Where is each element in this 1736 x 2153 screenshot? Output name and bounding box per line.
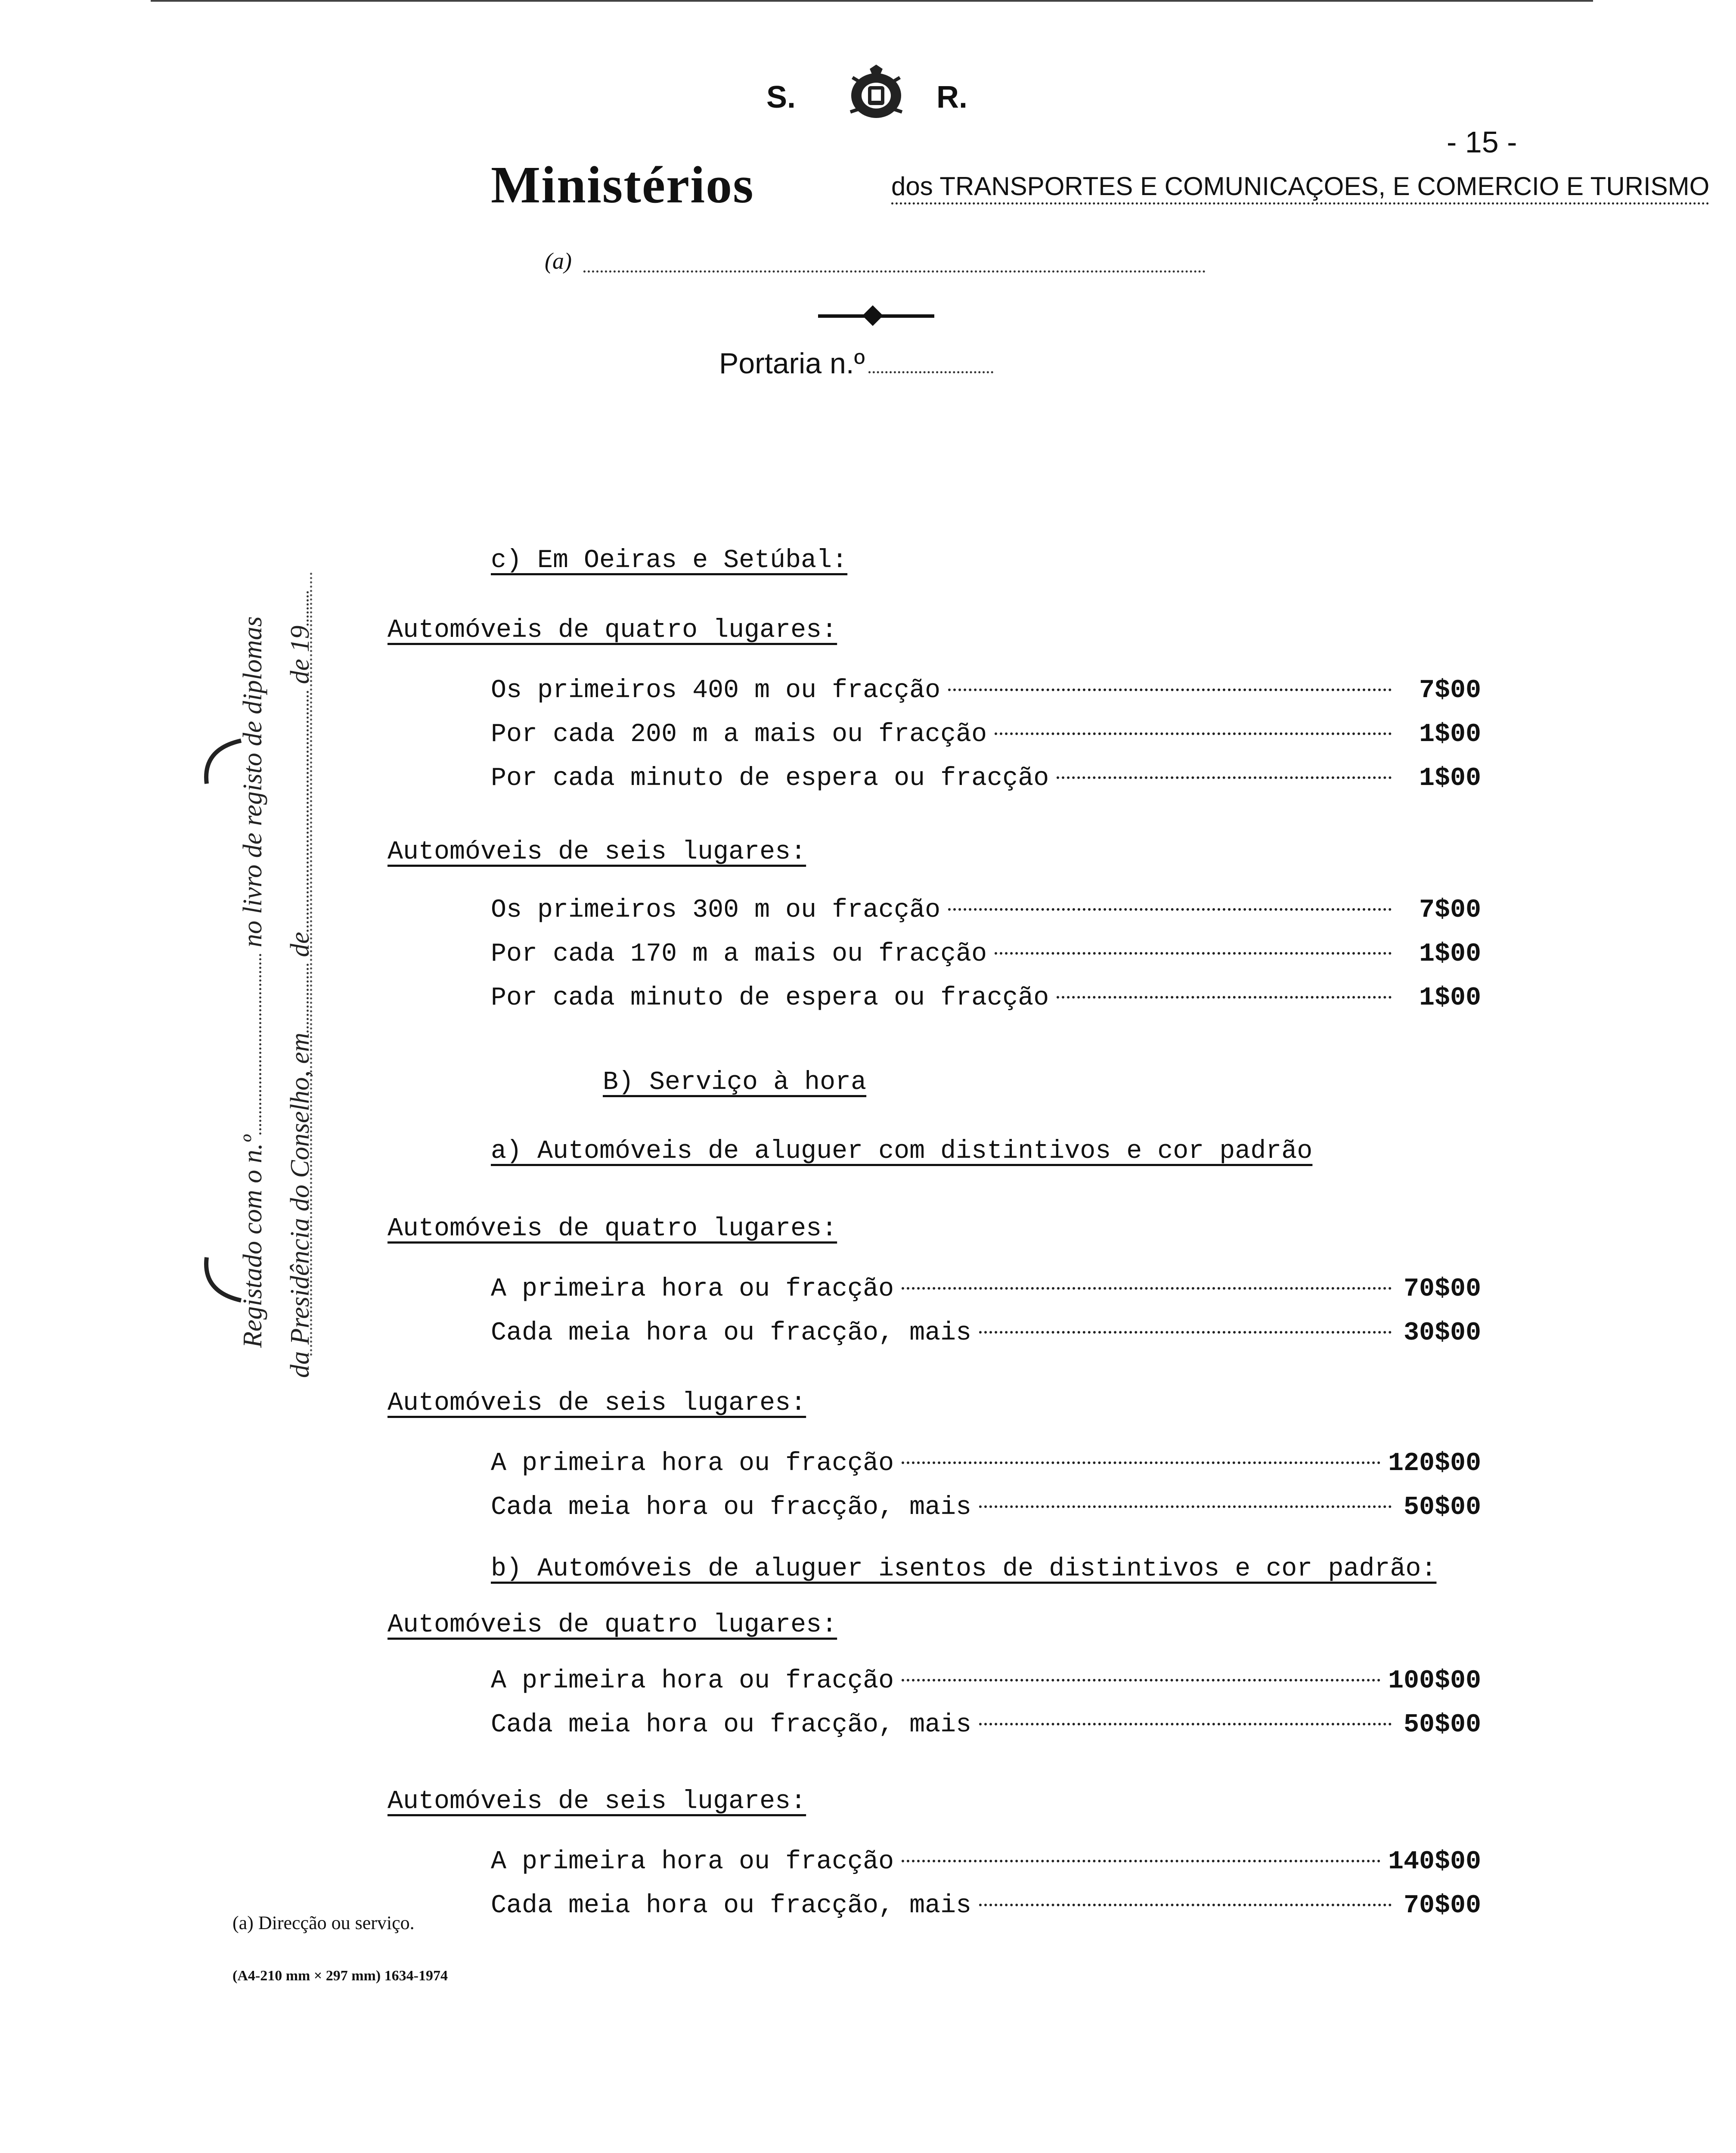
- fare-amount: 120$00: [1388, 1449, 1481, 1478]
- fare-row: [491, 1891, 1481, 1927]
- category-title: Automóveis de quatro lugares:: [388, 1214, 837, 1244]
- fare-label: Por cada minuto de espera ou fracção: [491, 764, 1049, 793]
- margin-year-label: de 19: [285, 625, 315, 684]
- fare-row: [491, 1710, 1481, 1747]
- coat-of-arms-emblem: [844, 65, 908, 125]
- ministry-name-line: [891, 171, 1709, 201]
- dot-leader: [902, 1860, 1380, 1862]
- margin-year-fill: [307, 591, 309, 626]
- fare-row: [491, 720, 1481, 756]
- dot-leader: [979, 1331, 1392, 1334]
- fare-row: [491, 940, 1481, 976]
- section-heading-hourly: B) Serviço à hora: [603, 1068, 867, 1097]
- ministry-title: Ministérios: [491, 156, 754, 214]
- margin-day-fill: [307, 964, 309, 1033]
- fare-row: [491, 1449, 1481, 1485]
- fare-label: Por cada 200 m a mais ou fracção: [491, 720, 987, 749]
- form-reference: (A4-210 mm × 297 mm) 1634-1974: [232, 1968, 448, 1984]
- fare-label: Cada meia hora ou fracção, mais: [491, 1710, 972, 1740]
- letter-s: S.: [766, 80, 796, 115]
- fare-row: [491, 896, 1481, 932]
- dot-leader: [979, 1505, 1392, 1508]
- fare-amount: 7$00: [1419, 676, 1481, 705]
- ministry-name: dos TRANSPORTES E COMUNICAÇOES, E COMERCIO E TURISMO: [891, 172, 1709, 205]
- divider-diamond-icon: [862, 305, 883, 326]
- page-number: - 15 -: [1447, 125, 1517, 159]
- fare-amount: 140$00: [1388, 1847, 1481, 1877]
- margin-registration-line-1: [238, 616, 268, 1348]
- fare-amount: 1$00: [1419, 720, 1481, 749]
- dot-leader: [995, 952, 1392, 955]
- fare-label: Cada meia hora ou fracção, mais: [491, 1891, 972, 1920]
- fare-amount: 1$00: [1419, 940, 1481, 969]
- fare-row: [491, 1847, 1481, 1883]
- margin-presidency-label: da Presidência do Conselho, em: [285, 1033, 315, 1378]
- portaria-number-fill: [868, 371, 993, 373]
- subsection-heading-with-insignia: a) Automóveis de aluguer com distintivos e cor padrão: [491, 1137, 1313, 1166]
- fare-row: [491, 1318, 1481, 1355]
- category-title: Automóveis de seis lugares:: [388, 1787, 806, 1816]
- fare-amount: 50$00: [1403, 1710, 1481, 1740]
- top-rule: [151, 0, 1593, 2]
- dot-leader: [979, 1723, 1392, 1725]
- fare-label: A primeira hora ou fracção: [491, 1449, 894, 1478]
- footnote-marker-a: (a): [545, 248, 572, 274]
- dot-leader: [902, 1461, 1380, 1464]
- margin-registration-line-2: [285, 591, 316, 1378]
- fare-amount: 100$00: [1388, 1666, 1481, 1696]
- margin-number-fill: [259, 954, 261, 1135]
- margin-registered-label: Registado com o n.º: [238, 1135, 267, 1348]
- category-title: Automóveis de seis lugares:: [388, 1389, 806, 1418]
- footnote-text: (a) Direcção ou serviço.: [232, 1912, 415, 1933]
- letter-r: R.: [936, 80, 967, 115]
- fare-amount: 30$00: [1403, 1318, 1481, 1348]
- fare-label: A primeira hora ou fracção: [491, 1847, 894, 1877]
- fare-label: Cada meia hora ou fracção, mais: [491, 1318, 972, 1348]
- fare-row: [491, 1275, 1481, 1311]
- category-title: Automóveis de seis lugares:: [388, 838, 806, 867]
- category-title: Automóveis de quatro lugares:: [388, 1610, 837, 1640]
- section-heading-oeiras-setubal: c) Em Oeiras e Setúbal:: [491, 546, 848, 575]
- portaria-line: [719, 347, 993, 380]
- fare-amount: 1$00: [1419, 764, 1481, 793]
- fare-label: Por cada minuto de espera ou fracção: [491, 983, 1049, 1013]
- dot-leader: [995, 732, 1392, 735]
- subsection-heading-without-insignia: b) Automóveis de aluguer isentos de distintivos e cor padrão:: [491, 1554, 1437, 1584]
- margin-de-label: de: [285, 932, 315, 957]
- dot-leader: [948, 908, 1392, 911]
- fare-amount: 70$00: [1403, 1891, 1481, 1920]
- portaria-label: Portaria n.º: [719, 347, 865, 380]
- fare-label: A primeira hora ou fracção: [491, 1666, 894, 1696]
- dot-leader: [1057, 776, 1392, 779]
- margin-book-label: no livro de registo de diplomas: [238, 616, 267, 947]
- fare-label: A primeira hora ou fracção: [491, 1275, 894, 1304]
- fare-label: Por cada 170 m a mais ou fracção: [491, 940, 987, 969]
- dot-leader: [948, 689, 1392, 691]
- fare-amount: 70$00: [1403, 1275, 1481, 1304]
- fare-row: [491, 983, 1481, 1020]
- fare-label: Os primeiros 300 m ou fracção: [491, 896, 941, 925]
- dot-leader: [979, 1904, 1392, 1906]
- fare-amount: 7$00: [1419, 896, 1481, 925]
- margin-month-fill: [307, 691, 309, 932]
- dot-leader: [902, 1287, 1392, 1290]
- fare-row: [491, 1666, 1481, 1703]
- fare-row: [491, 676, 1481, 712]
- dot-leader: [1057, 996, 1392, 999]
- fare-amount: 1$00: [1419, 983, 1481, 1013]
- fare-row: [491, 1493, 1481, 1529]
- department-fill-line: [583, 270, 1206, 273]
- fare-label: Cada meia hora ou fracção, mais: [491, 1493, 972, 1522]
- fare-row: [491, 764, 1481, 800]
- fare-amount: 50$00: [1403, 1493, 1481, 1522]
- fare-label: Os primeiros 400 m ou fracção: [491, 676, 941, 705]
- dot-leader: [902, 1679, 1380, 1681]
- category-title: Automóveis de quatro lugares:: [388, 616, 837, 645]
